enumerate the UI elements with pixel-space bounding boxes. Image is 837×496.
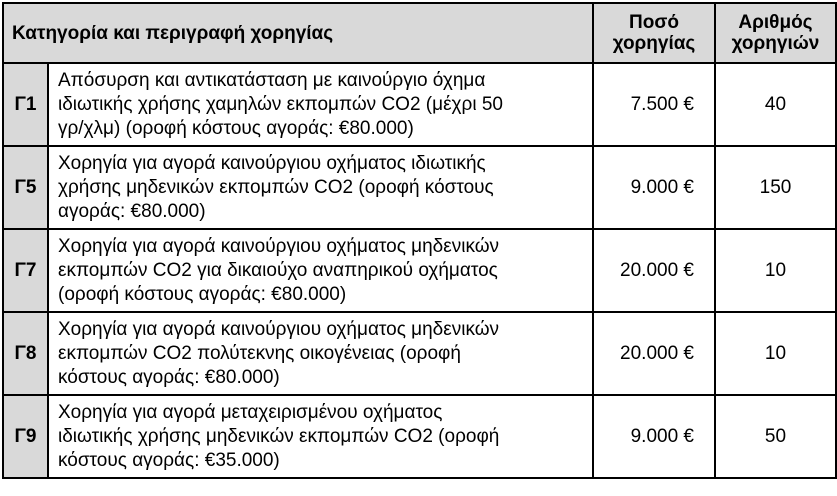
header-amount: [593, 3, 715, 63]
description-line: εκπομπών CO2 για δικαιούχο αναπηρικού οχήματος: [58, 259, 498, 281]
category-code: Γ8: [3, 312, 48, 395]
description-line: χρήσης μηδενικών εκπομπών CO2 (οροφή κόστους: [58, 176, 494, 198]
table-row: [3, 312, 836, 395]
category-description: [48, 229, 593, 312]
grant-count: 40: [715, 63, 836, 146]
category-description: [48, 312, 593, 395]
description-line: Χορηγία για αγορά καινούργιου οχήματος ιδιωτικής: [58, 152, 486, 174]
grant-amount: 7.500 €: [593, 63, 715, 146]
header-count-line-2: χορηγιών: [731, 33, 820, 54]
grant-amount: 20.000 €: [593, 312, 715, 395]
header-count: [715, 3, 836, 63]
description-line: κόστους αγοράς: €80.000): [58, 366, 280, 388]
category-code: Γ1: [3, 63, 48, 146]
table-row: [3, 229, 836, 312]
grant-count: 50: [715, 395, 836, 478]
description-line: Χορηγία για αγορά καινούργιου οχήματος μηδενικών: [58, 235, 500, 257]
grant-count: 10: [715, 312, 836, 395]
header-row: [3, 3, 836, 63]
description-line: Απόσυρση και αντικατάσταση με καινούργιο όχημα: [58, 69, 486, 91]
header-description: Κατηγορία και περιγραφή χορηγίας: [3, 3, 593, 63]
table-row: [3, 63, 836, 146]
description-line: ιδιωτικής χρήσης χαμηλών εκπομπών CO2 (μέχρι 50: [58, 93, 503, 115]
header-amount-line-2: χορηγίας: [612, 33, 696, 54]
description-line: Χορηγία για αγορά καινούργιου οχήματος μηδενικών: [58, 318, 500, 340]
category-description: [48, 146, 593, 229]
description-line: αγοράς: €80.000): [58, 200, 206, 222]
grant-amount: 9.000 €: [593, 146, 715, 229]
table-row: [3, 395, 836, 478]
category-description: [48, 395, 593, 478]
grant-table: [2, 2, 837, 479]
table-row: [3, 146, 836, 229]
grant-amount: 20.000 €: [593, 229, 715, 312]
description-line: εκπομπών CO2 πολύτεκνης οικογένειας (οροφή: [58, 342, 461, 364]
description-line: Χορηγία για αγορά μεταχειρισμένου οχήματος: [58, 401, 443, 423]
category-code: Γ5: [3, 146, 48, 229]
category-code: Γ7: [3, 229, 48, 312]
grant-count: 150: [715, 146, 836, 229]
description-line: ιδιωτικής χρήσης μηδενικών εκπομπών CO2 (οροφή: [58, 425, 500, 447]
category-code: Γ9: [3, 395, 48, 478]
header-count-line-1: Αριθμός: [738, 12, 813, 33]
description-line: (οροφή κόστους αγοράς: €80.000): [58, 283, 347, 305]
grant-amount: 9.000 €: [593, 395, 715, 478]
description-line: γρ/χλμ) (οροφή κόστους αγοράς: €80.000): [58, 117, 414, 139]
header-amount-line-1: Ποσό: [629, 12, 679, 33]
description-line: κόστους αγοράς: €35.000): [58, 449, 280, 471]
grant-count: 10: [715, 229, 836, 312]
category-description: [48, 63, 593, 146]
